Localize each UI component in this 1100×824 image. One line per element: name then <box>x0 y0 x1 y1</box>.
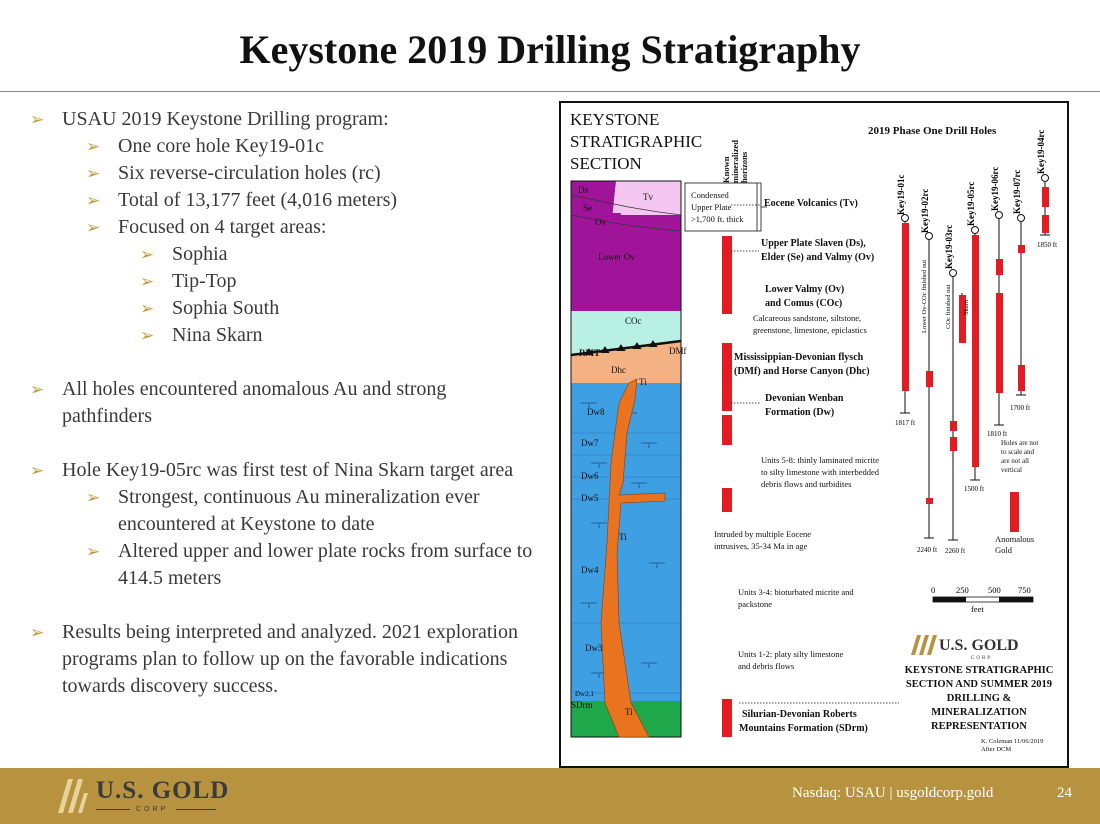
label-miss-1: Mississippian-Devonian flysch <box>734 352 864 363</box>
unit-dhc: Dhc <box>611 365 626 375</box>
caption-line3: DRILLING & <box>946 693 1012 704</box>
bullet-1 <box>30 106 540 133</box>
stratigraphy-svg <box>561 103 1067 766</box>
unit-dw3: Dw3 <box>585 643 603 653</box>
bullet-text: Results being interpreted and analyzed. 2021 exploration programs plan to follow up on the favorable indications towards discovery success. <box>62 621 518 697</box>
hole-key19-04rc <box>1036 130 1057 249</box>
finished-out-label: Lower Ov-COc finished out <box>921 259 928 333</box>
label-lower-valmy-2: and Comus (COc) <box>765 298 843 309</box>
bullet-text: Strongest, continuous Au mineralization ever encountered at Keystone to date <box>118 486 480 535</box>
logo-rule-left <box>96 809 130 810</box>
au-interval <box>996 293 1003 393</box>
au-interval <box>972 235 979 467</box>
arrow-bullet-icon: ➢ <box>140 272 155 291</box>
phase-title: 2019 Phase One Drill Holes <box>868 125 997 137</box>
unit-ti-1: Ti <box>639 377 647 387</box>
note-line2: to scale and <box>1001 448 1035 456</box>
bullet-text: All holes encountered anomalous Au and strong pathfinders <box>62 378 447 427</box>
unit-dw4: Dw4 <box>581 565 599 575</box>
collar-marker <box>972 227 979 234</box>
arrow-bullet-icon: ➢ <box>86 488 101 507</box>
intruded-line2: intrusives, 35-34 Ma in age <box>714 541 808 551</box>
hole-key19-03rc <box>944 225 965 555</box>
stratigraphy-figure <box>559 101 1069 768</box>
unit-ds: Ds <box>578 185 589 195</box>
arrow-bullet-icon: ➢ <box>140 326 155 345</box>
caption-line5: REPRESENTATION <box>931 721 1027 732</box>
skarn-label: Skarn <box>963 299 970 315</box>
caption-line4: MINERALIZATION <box>931 707 1027 718</box>
condensed-line3: >1,700 ft. thick <box>691 214 744 224</box>
collar-marker <box>950 270 957 277</box>
bullet-4 <box>30 619 540 700</box>
anomalous-line1: Anomalous <box>995 534 1035 544</box>
unit-dmf: DMf <box>669 346 687 356</box>
collar-marker <box>1042 175 1049 182</box>
label-silurian-2: Mountains Formation (SDrm) <box>739 723 868 734</box>
au-interval <box>926 498 933 504</box>
figure-logo <box>911 635 1019 661</box>
figure-caption <box>905 665 1054 732</box>
intruded-line1: Intruded by multiple Eocene <box>714 529 812 539</box>
bullet-text: Nina Skarn <box>172 324 263 346</box>
logo-mark-icon <box>911 635 937 655</box>
hole-key19-07rc <box>1010 170 1030 412</box>
unit-coc: COc <box>625 316 642 326</box>
mineralized-horizons <box>722 236 732 737</box>
arrow-bullet-icon: ➢ <box>86 542 101 561</box>
horizon-bar <box>722 415 732 445</box>
unit-rmt: RMT <box>579 348 600 358</box>
bullet-1-4 <box>86 214 540 241</box>
anomalous-line2: Gold <box>995 545 1012 555</box>
credit-line2: After DCM <box>981 746 1012 753</box>
unit-ti-3: Ti <box>625 707 633 717</box>
scale-seg-3 <box>999 597 1033 602</box>
hole-depth: 1500 ft <box>964 485 985 493</box>
caption-line2: SECTION AND SUMMER 2019 <box>905 679 1053 690</box>
au-interval <box>1042 187 1049 207</box>
horizon-bar <box>722 488 732 512</box>
hole-label: Key19-07rc <box>1012 169 1022 214</box>
hole-key19-01c <box>895 175 915 428</box>
drill-holes <box>895 130 1057 555</box>
units58-line1: Units 5-8: thinly laminated micrite <box>761 455 880 465</box>
note-line4: vertical <box>1001 466 1022 474</box>
scale-bar <box>931 585 1033 614</box>
au-interval <box>926 371 933 387</box>
arrow-bullet-icon: ➢ <box>86 164 101 183</box>
bullet-2 <box>30 376 540 430</box>
layer-ov <box>571 213 681 311</box>
units34-line2: packstone <box>738 599 772 609</box>
anomalous-gold-swatch <box>1010 492 1019 532</box>
logo-rule-right <box>176 809 216 810</box>
units34-line1: Units 3-4: bioturbated micrite and <box>738 587 854 597</box>
label-upper-plate-1: Upper Plate Slaven (Ds), <box>761 238 866 249</box>
collar-marker <box>1018 215 1025 222</box>
condensed-line2: Upper Plate <box>691 202 732 212</box>
hole-label: Key19-06rc <box>990 166 1000 211</box>
hole-depth: 2260 ft <box>945 547 966 555</box>
bullet-text: Sophia South <box>172 297 280 319</box>
bullet-text: Hole Key19-05rc was first test of Nina Skarn target area <box>62 459 514 481</box>
hole-key19-02rc <box>917 189 937 554</box>
unit-dw8: Dw8 <box>587 407 605 417</box>
arrow-bullet-icon: ➢ <box>30 623 45 642</box>
label-upper-plate-2: Elder (Se) and Valmy (Ov) <box>761 252 875 263</box>
units12-line2: and debris flows <box>738 661 795 671</box>
au-interval <box>1042 215 1049 233</box>
au-interval <box>950 421 957 431</box>
hole-depth: 2240 ft <box>917 546 938 554</box>
condensed-line1: Condensed <box>691 190 729 200</box>
bullet-text: Focused on 4 target areas: <box>118 216 327 238</box>
slide-title: Keystone 2019 Drilling Stratigraphy <box>239 27 861 72</box>
label-miss-2: (DMf) and Horse Canyon (Dhc) <box>734 366 870 377</box>
figure-logo-corp: CORP <box>971 656 993 661</box>
known-line3: horizons <box>739 151 749 183</box>
figure-heading-line2: STRATIGRAPHIC <box>570 132 703 151</box>
unit-sdrm: SDrm <box>571 700 593 710</box>
scale-seg-1 <box>933 597 966 602</box>
page-number: 24 <box>1057 785 1072 801</box>
unit-ov: Ov <box>595 217 606 227</box>
bullet-1-4-3 <box>140 295 540 322</box>
unit-se: Se <box>583 203 592 213</box>
figure-logo-name: U.S. GOLD <box>939 637 1019 654</box>
au-interval <box>996 259 1003 275</box>
scale-tick-250: 250 <box>956 585 969 595</box>
bullet-1-4-4 <box>140 322 540 349</box>
bullet-1-3 <box>86 187 540 214</box>
footer-logo-name: U.S. GOLD <box>96 777 230 804</box>
bullet-1-4-1 <box>140 241 540 268</box>
bullet-list <box>30 106 540 700</box>
bullet-1-2 <box>86 160 540 187</box>
arrow-bullet-icon: ➢ <box>30 461 45 480</box>
label-wenban-2: Formation (Dw) <box>765 407 835 418</box>
footer-ticker-url: Nasdaq: USAU | usgoldcorp.gold <box>792 785 994 801</box>
bullet-3 <box>30 457 540 484</box>
bullet-3-2 <box>86 538 540 592</box>
figure-heading-line3: SECTION <box>570 154 642 173</box>
au-interval <box>902 223 909 391</box>
label-silurian-1: Silurian-Devonian Roberts <box>742 709 857 720</box>
footer-bar <box>0 768 1100 824</box>
hole-label: Key19-02rc <box>920 188 930 233</box>
au-interval <box>950 437 957 451</box>
finished-out-label: COc finished out <box>945 284 952 329</box>
hole-label: Key19-04rc <box>1036 129 1046 174</box>
hole-depth: 1850 ft <box>1037 241 1058 249</box>
known-horizons-label <box>721 140 749 183</box>
footer-logo-mark-icon <box>52 775 92 815</box>
arrow-bullet-icon: ➢ <box>86 137 101 156</box>
au-interval <box>1018 245 1025 253</box>
label-wenban-1: Devonian Wenban <box>765 393 844 404</box>
unit-dw5: Dw5 <box>581 493 599 503</box>
hole-label: Key19-05rc <box>966 181 976 226</box>
scale-tick-750: 750 <box>1018 585 1031 595</box>
hole-depth: 1700 ft <box>1010 404 1031 412</box>
credit-line1: K. Coleman 11/06/2019 <box>981 738 1044 745</box>
unit-tv: Tv <box>643 192 653 202</box>
arrow-bullet-icon: ➢ <box>140 299 155 318</box>
label-eocene: Eocene Volcanics (Tv) <box>764 198 858 209</box>
title-divider <box>0 91 1100 92</box>
hole-label: Key19-03rc <box>944 224 954 269</box>
units58-line2: to silty limestone with interbedded <box>761 467 880 477</box>
bullet-text: Six reverse-circulation holes (rc) <box>118 162 381 184</box>
scale-tick-0: 0 <box>931 585 936 595</box>
arrow-bullet-icon: ➢ <box>30 380 45 399</box>
scale-unit: feet <box>971 604 984 614</box>
known-line2: mineralized <box>730 140 740 183</box>
scale-tick-500: 500 <box>988 585 1001 595</box>
arrow-bullet-icon: ➢ <box>140 245 155 264</box>
bullet-text: Sophia <box>172 243 228 265</box>
unit-ti-2: Ti <box>619 532 627 542</box>
note-line3: are not all <box>1001 457 1029 465</box>
au-interval <box>1018 365 1025 391</box>
unit-lower-ov: Lower Ov <box>598 252 635 262</box>
arrow-bullet-icon: ➢ <box>30 110 45 129</box>
unit-dw7: Dw7 <box>581 438 599 448</box>
bullet-1-4-2 <box>140 268 540 295</box>
label-lower-valmy-1: Lower Valmy (Ov) <box>765 284 845 295</box>
bullet-text: Total of 13,177 feet (4,016 meters) <box>118 189 398 211</box>
bullet-text: Tip-Top <box>172 270 237 292</box>
collar-marker <box>996 212 1003 219</box>
hole-skarn-annotation <box>959 293 970 343</box>
unit-dw6: Dw6 <box>581 471 599 481</box>
horizon-bar <box>722 236 732 314</box>
caption-line1: KEYSTONE STRATIGRAPHIC <box>904 665 1054 676</box>
figure-heading-line1: KEYSTONE <box>570 110 660 129</box>
unit-dw21: Dw2,1 <box>575 690 594 698</box>
hole-label: Key19-01c <box>896 174 906 215</box>
note-line1: Holes are not <box>1001 439 1039 447</box>
horizon-bar <box>722 699 732 737</box>
bullet-text: One core hole Key19-01c <box>118 135 325 157</box>
holes-note <box>1001 439 1038 474</box>
hole-depth: 1810 ft <box>987 430 1008 438</box>
arrow-bullet-icon: ➢ <box>86 191 101 210</box>
horizon-bar <box>722 343 732 411</box>
bullet-1-1 <box>86 133 540 160</box>
footer-logo-corp: CORP <box>136 806 169 813</box>
units58-line3: debris flows and turbidites <box>761 479 852 489</box>
leader-lines <box>731 205 899 703</box>
strat-column <box>571 181 681 737</box>
hole-key19-05rc <box>964 182 984 493</box>
units12-line1: Units 1-2: platy silty limestone <box>738 649 844 659</box>
bullet-text: Altered upper and lower plate rocks from surface to 414.5 meters <box>118 540 533 589</box>
calc-line1: Calcareous sandstone, siltstone, <box>753 313 862 323</box>
known-line1: Known <box>721 156 731 183</box>
bullet-text: USAU 2019 Keystone Drilling program: <box>62 108 389 130</box>
calc-line2: greenstone, limestone, epiclastics <box>753 325 867 335</box>
hole-depth: 1817 ft <box>895 419 916 427</box>
arrow-bullet-icon: ➢ <box>86 218 101 237</box>
bullet-3-1 <box>86 484 540 538</box>
footer-logo <box>52 775 232 817</box>
hole-key19-06rc <box>987 167 1007 438</box>
